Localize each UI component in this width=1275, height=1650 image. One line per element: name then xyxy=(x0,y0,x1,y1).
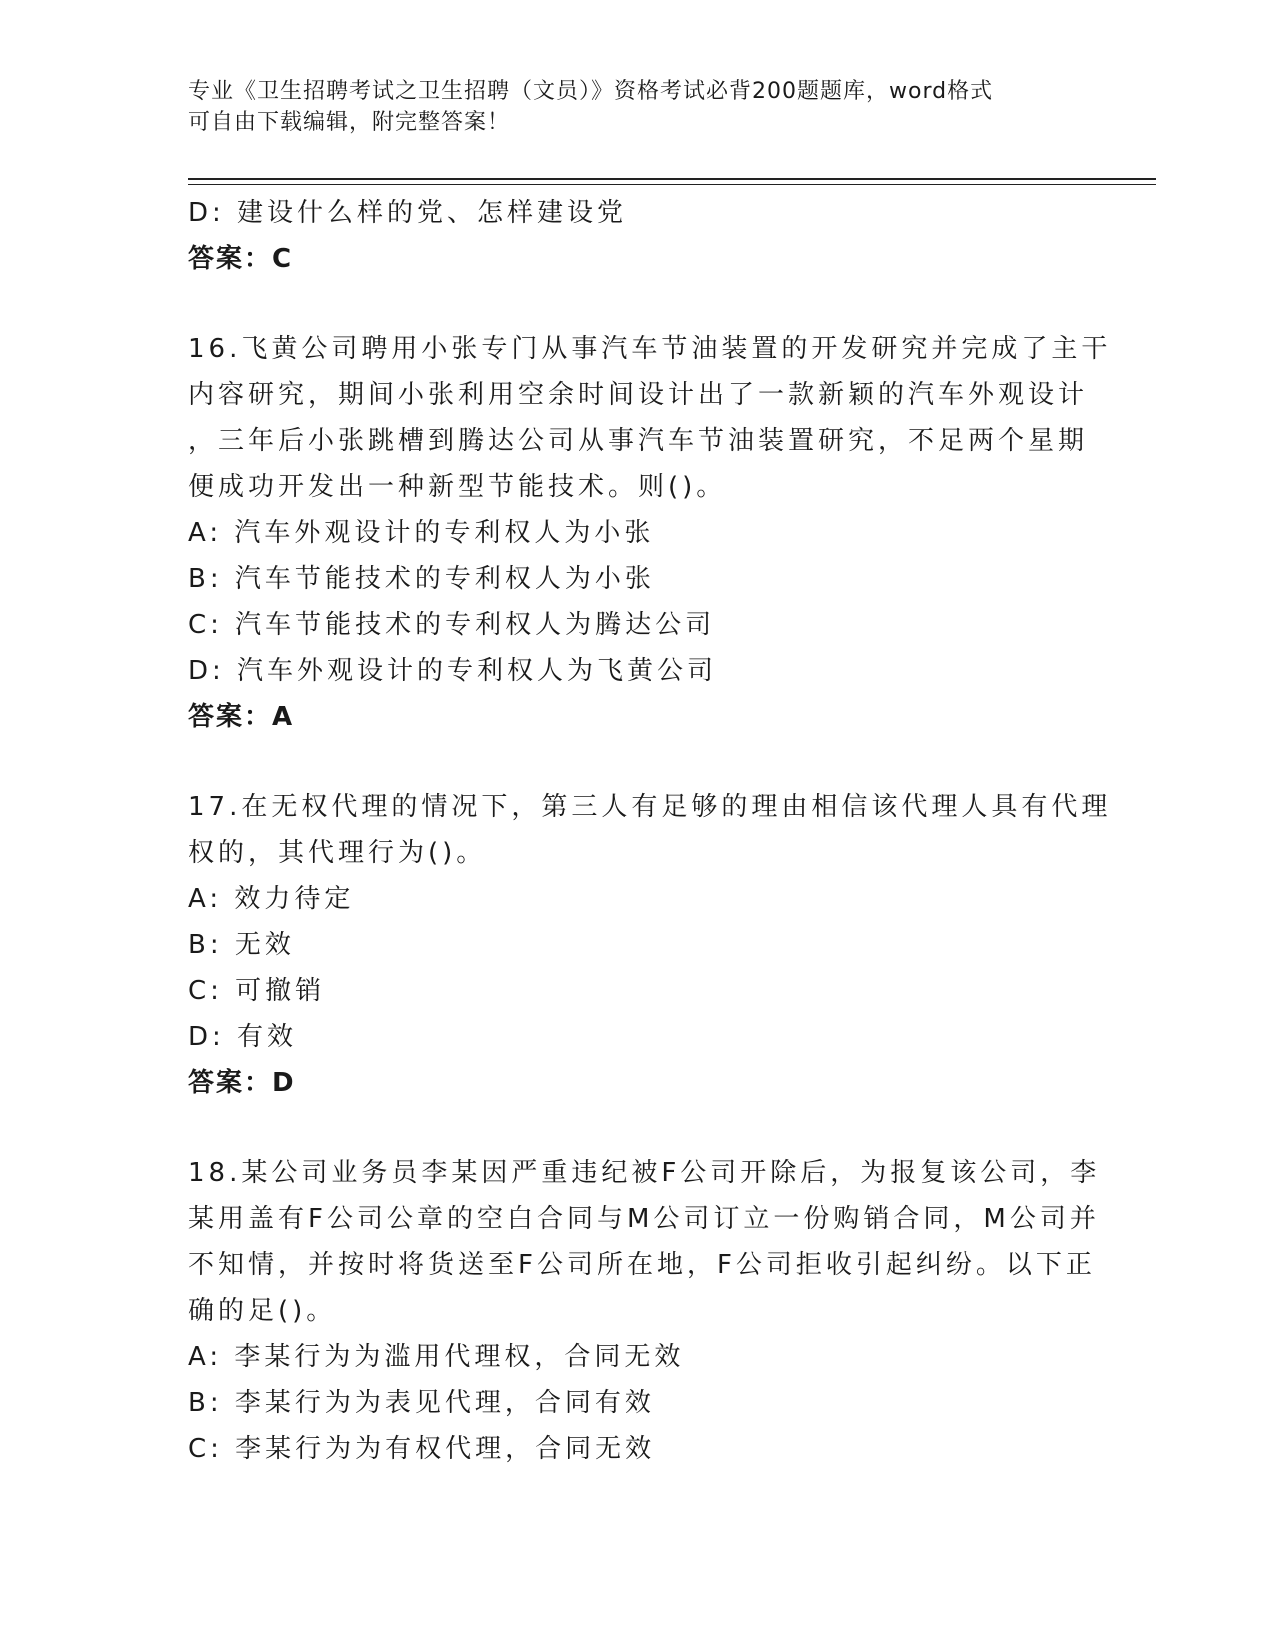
q16-stem-line2: 内容研究，期间小张利用空余时间设计出了一款新颖的汽车外观设计 xyxy=(188,380,1089,410)
q16-option-b: B: 汽车节能技术的专利权人为小张 xyxy=(188,564,655,594)
spacer xyxy=(188,282,1088,326)
q16-option-c: C: 汽车节能技术的专利权人为腾达公司 xyxy=(188,610,716,640)
q18-stem-line4: 确的足()。 xyxy=(188,1296,337,1326)
header-title-line1: 专业《卫生招聘考试之卫生招聘（文员）》资格考试必背200题题库，word格式 xyxy=(188,79,994,104)
q16-stem-line4: 便成功开发出一种新型节能技术。则()。 xyxy=(188,472,727,502)
q18-option-a: A: 李某行为为滥用代理权，合同无效 xyxy=(188,1342,685,1372)
q18-option-c: C: 李某行为为有权代理，合同无效 xyxy=(188,1434,656,1464)
spacer xyxy=(188,740,1088,784)
q16-stem-line1: 16.飞黄公司聘用小张专门从事汽车节油装置的开发研究并完成了主干 xyxy=(188,334,1112,364)
q15-option-d: D: 建设什么样的党、怎样建设党 xyxy=(188,198,628,228)
q17-option-a: A: 效力待定 xyxy=(188,884,355,914)
q18-stem-line2: 某用盖有F公司公章的空白合同与M公司订立一份购销合同，M公司并 xyxy=(188,1204,1100,1234)
q18-stem-line3: 不知情，并按时将货送至F公司所在地，F公司拒收引起纠纷。以下正 xyxy=(188,1250,1096,1280)
header-divider-thick xyxy=(188,178,1156,180)
question-17 xyxy=(188,784,1112,1106)
q16-answer: 答案：A xyxy=(188,702,295,732)
question-16 xyxy=(188,326,1112,740)
q16-stem-line3: ，三年后小张跳槽到腾达公司从事汽车节油装置研究，不足两个星期 xyxy=(188,426,1089,456)
spacer xyxy=(188,1106,1088,1150)
q17-stem-line2: 权的，其代理行为()。 xyxy=(188,838,487,868)
q17-stem-line1: 17.在无权代理的情况下，第三人有足够的理由相信该代理人具有代理 xyxy=(188,792,1112,822)
q18-option-b: B: 李某行为为表见代理，合同有效 xyxy=(188,1388,655,1418)
q16-option-d: D: 汽车外观设计的专利权人为飞黄公司 xyxy=(188,656,718,686)
q17-answer: 答案：D xyxy=(188,1068,296,1098)
q17-option-d: D: 有效 xyxy=(188,1022,298,1052)
q18-stem-line1: 18.某公司业务员李某因严重违纪被F公司开除后，为报复该公司，李 xyxy=(188,1158,1101,1188)
header-divider-thin xyxy=(188,184,1156,185)
header-title-line2: 可自由下载编辑，附完整答案！ xyxy=(188,110,511,135)
question-15-tail xyxy=(188,190,1088,282)
q16-option-a: A: 汽车外观设计的专利权人为小张 xyxy=(188,518,655,548)
q17-option-c: C: 可撤销 xyxy=(188,976,326,1006)
question-18 xyxy=(188,1150,1101,1472)
document-body xyxy=(188,190,1112,1472)
q15-answer: 答案：C xyxy=(188,244,294,274)
document-header xyxy=(188,76,1088,138)
q17-option-b: B: 无效 xyxy=(188,930,295,960)
